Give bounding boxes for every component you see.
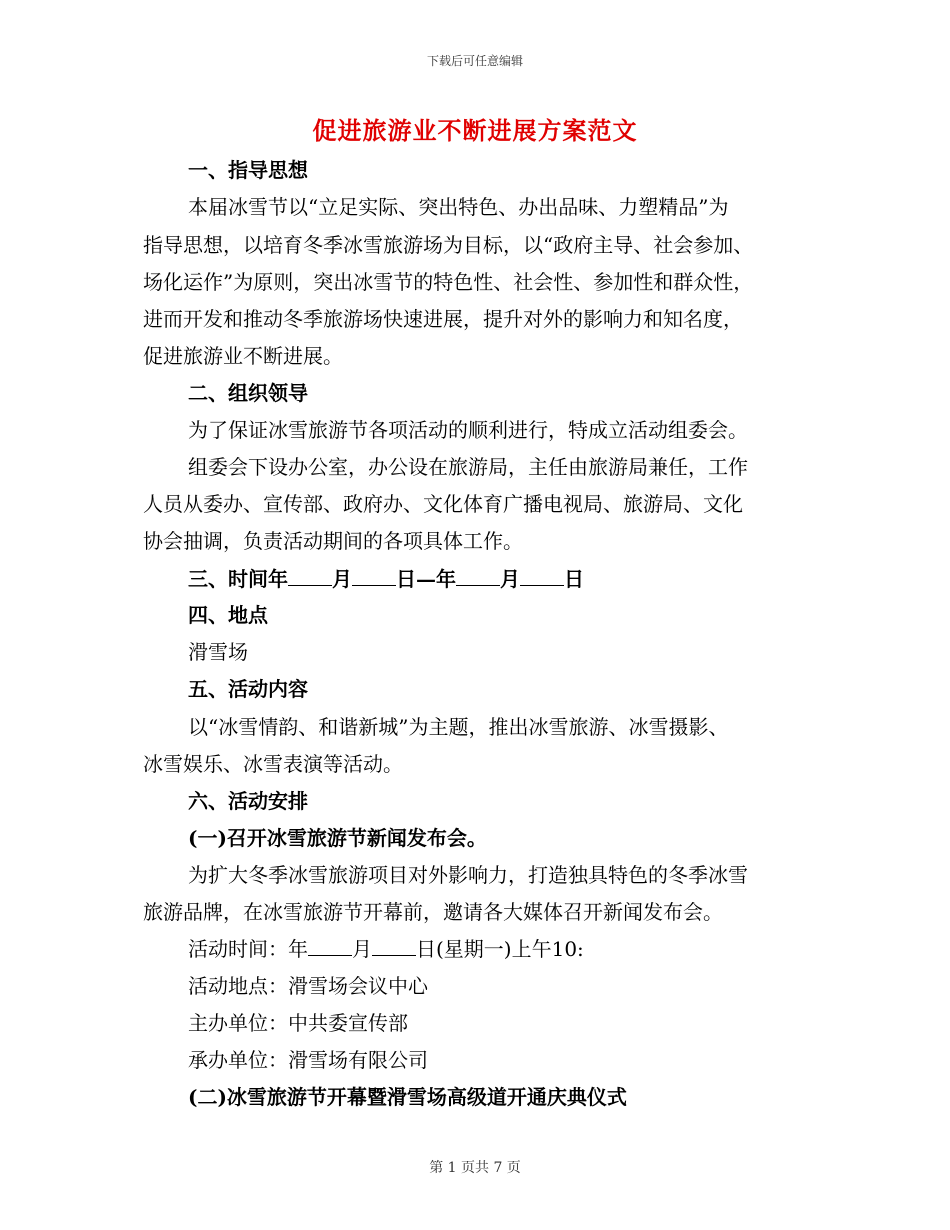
paragraph-line: 本届冰雪节以“立足实际、突出特色、办出品味、力塑精品”为	[188, 195, 729, 219]
paragraph-line: 组委会下设办公室，办公设在旅游局，主任由旅游局兼任，工作	[188, 455, 748, 479]
blank-line	[352, 567, 396, 586]
section-heading-6: 六、活动安排	[188, 789, 308, 813]
paragraph-line: 冰雪娱乐、冰雪表演等活动。	[143, 752, 403, 776]
time-month-label: 月	[500, 567, 520, 591]
time-day-label: 日	[564, 567, 584, 591]
section-heading-2: 二、组织领导	[188, 381, 308, 405]
time-month-label: 月	[332, 567, 352, 591]
paragraph-line: 人员从委办、宣传部、政府办、文化体育广播电视局、旅游局、文化	[143, 492, 743, 516]
paragraph-line: 进而开发和推动冬季旅游场快速进展，提升对外的影响力和知名度，	[143, 307, 743, 331]
paragraph-line: 以“冰雪情韵、和谐新城”为主题，推出冰雪旅游、冰雪摄影、	[188, 715, 729, 739]
blank-line	[520, 567, 564, 586]
paragraph-line: 为扩大冬季冰雪旅游项目对外影响力，打造独具特色的冬季冰雪	[188, 863, 748, 887]
blank-line	[308, 937, 352, 956]
section-heading-5: 五、活动内容	[188, 677, 308, 701]
activity-time	[188, 935, 584, 963]
blank-line	[372, 937, 416, 956]
blank-line	[288, 567, 332, 586]
time-label: 三、时间年	[188, 567, 288, 591]
section-heading-3	[188, 565, 584, 593]
activity-organizer: 承办单位：滑雪场有限公司	[188, 1048, 428, 1072]
blank-line	[456, 567, 500, 586]
activity-time-label: 活动时间：年	[188, 937, 308, 961]
paragraph-line: 协会抽调，负责活动期间的各项具体工作。	[143, 529, 523, 553]
header-note: 下载后可任意编辑	[426, 54, 523, 68]
document-title: 促进旅游业不断进展方案范文	[312, 116, 638, 145]
activity-time-rest: 日(星期一)上午10:	[416, 937, 584, 961]
page-footer: 第 1 页共 7 页	[429, 1160, 521, 1176]
section-heading-4: 四、地点	[188, 603, 268, 627]
section-heading-1: 一、指导思想	[188, 158, 308, 182]
time-day-label: 日—年	[396, 567, 456, 591]
subsection-heading-2: (二)冰雪旅游节开幕暨滑雪场高级道开通庆典仪式	[188, 1085, 627, 1109]
subsection-heading-1: (一)召开冰雪旅游节新闻发布会。	[188, 826, 487, 850]
activity-place: 活动地点：滑雪场会议中心	[188, 974, 428, 998]
paragraph-line: 滑雪场	[188, 640, 248, 664]
paragraph-line: 指导思想，以培育冬季冰雪旅游场为目标，以“政府主导、社会参加、	[143, 233, 754, 257]
paragraph-line: 为了保证冰雪旅游节各项活动的顺利进行，特成立活动组委会。	[188, 418, 748, 442]
activity-time-month: 月	[352, 937, 372, 961]
activity-host: 主办单位：中共委宣传部	[188, 1011, 408, 1035]
paragraph-line: 场化运作”为原则，突出冰雪节的特色性、社会性、参加性和群众性，	[143, 270, 754, 294]
paragraph-line: 促进旅游业不断进展。	[143, 344, 343, 368]
paragraph-line: 旅游品牌，在冰雪旅游节开幕前，邀请各大媒体召开新闻发布会。	[143, 900, 723, 924]
